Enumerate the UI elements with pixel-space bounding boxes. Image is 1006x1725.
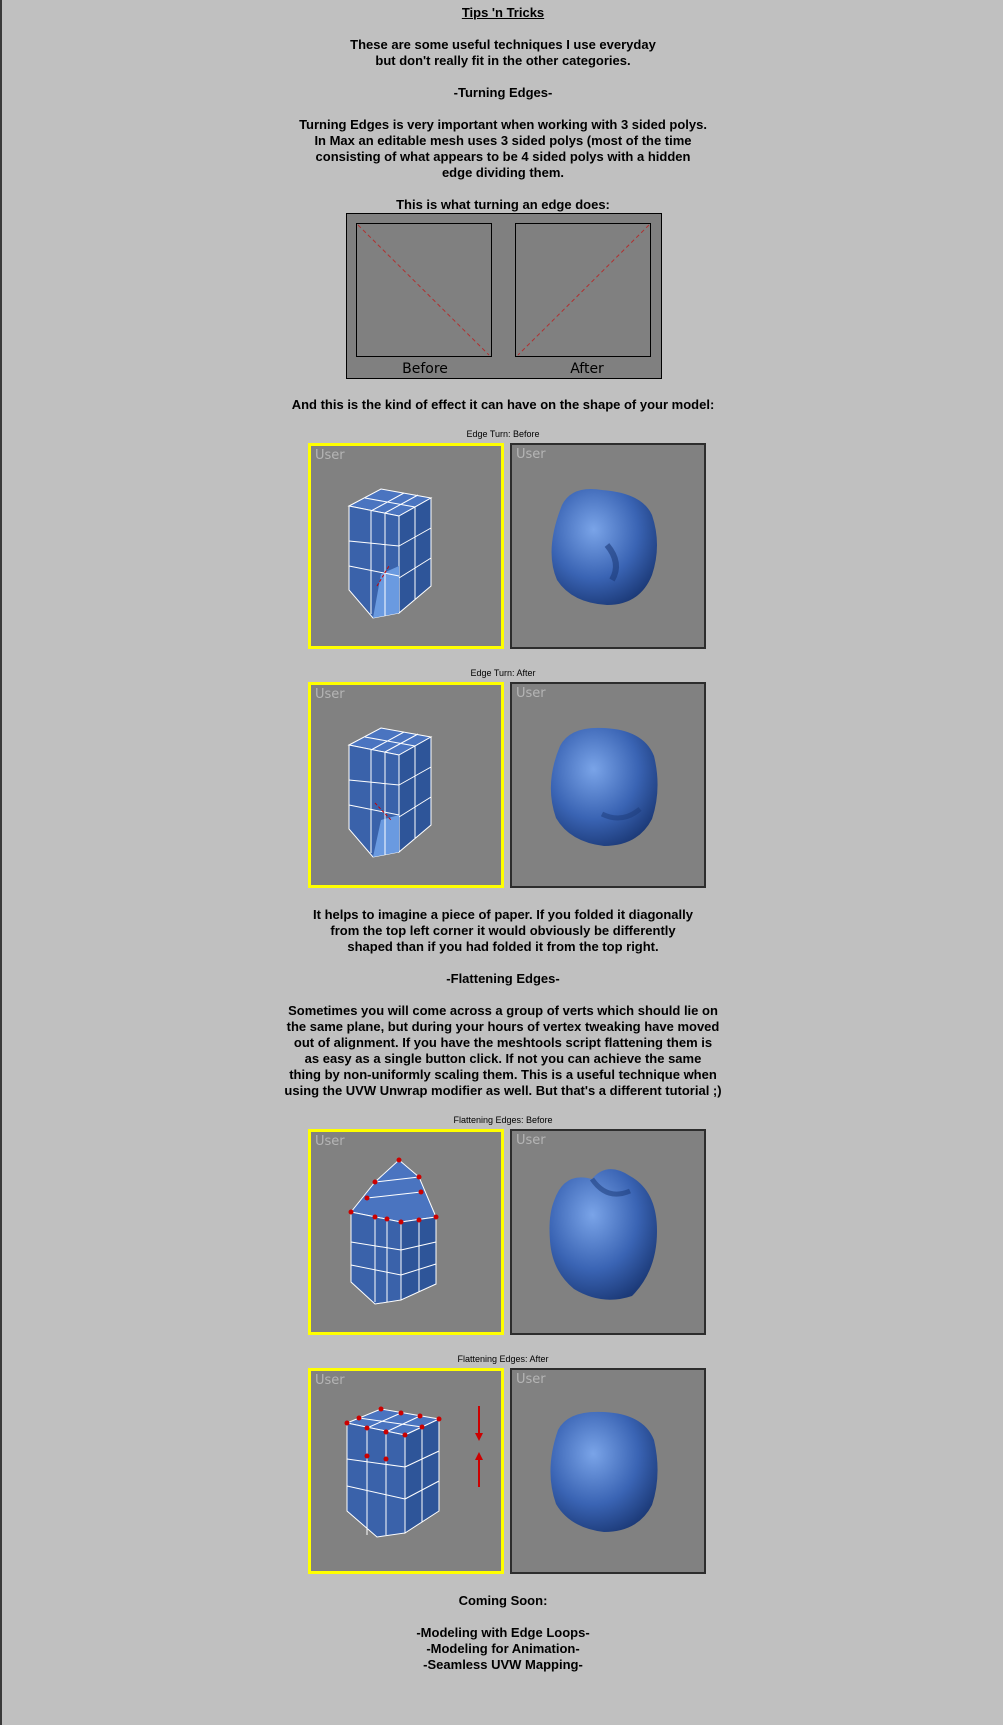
mesh-cube-vertices-image	[311, 1132, 501, 1332]
mesh-cube-image	[311, 446, 501, 646]
flattening-after-smooth-viewport	[510, 1368, 706, 1574]
smoothed-blob-image	[512, 1370, 704, 1572]
flattening-after-caption: Flattening Edges: After	[457, 1354, 549, 1364]
flattening-edges-heading: -Flattening Edges-	[446, 971, 560, 986]
flattening-edges-text: Sometimes you will come across a group of verts which should lie on the same plane, but during your hours of vertex tweaking have moved out of alignment. If you have the meshtools script flattening them is as easy as a single button click. If not you can achieve the same thing by non-uniformly scaling them. This is a useful technique when using the UVW Unwrap modifier as well. But that's a different tutorial ;)	[284, 1003, 722, 1098]
viewport-label: User	[516, 1372, 546, 1387]
edge-turn-before-smooth-viewport	[510, 443, 706, 649]
intro-text: These are some useful techniques I use everyday but don't really fit in the other categories.	[350, 37, 656, 68]
turning-edges-heading: -Turning Edges-	[453, 85, 553, 100]
flattening-after-mesh-viewport	[308, 1368, 504, 1574]
mesh-cube-vertices-image	[311, 1371, 501, 1571]
smoothed-blob-image	[512, 684, 704, 886]
mesh-cube-image	[311, 685, 501, 885]
edge-turn-before-caption: Edge Turn: Before	[466, 429, 540, 439]
upcoming-item: -Modeling for Animation-	[426, 1641, 580, 1656]
diagram-before-diagonal	[357, 224, 491, 356]
flattening-before-caption: Flattening Edges: Before	[453, 1115, 553, 1125]
edge-turn-after-caption: Edge Turn: After	[470, 668, 536, 678]
upcoming-item: -Modeling with Edge Loops-	[416, 1625, 590, 1640]
diagram-before-label: Before	[402, 361, 448, 377]
paper-analogy-text: It helps to imagine a piece of paper. If you folded it diagonally from the top left corner it would obviously be differently shaped than if you had folded it from the top right.	[313, 907, 693, 954]
page-title: Tips 'n Tricks	[461, 5, 545, 20]
smoothed-blob-image	[512, 445, 704, 647]
upcoming-item: -Seamless UVW Mapping-	[423, 1657, 583, 1672]
edge-turn-diagram	[346, 213, 662, 379]
coming-soon-heading: Coming Soon:	[458, 1593, 548, 1608]
diagram-after-square	[515, 223, 651, 357]
diagram-after-diagonal	[516, 224, 650, 356]
viewport-label: User	[516, 1133, 546, 1148]
viewport-label: User	[315, 1373, 345, 1388]
viewport-label: User	[315, 1134, 345, 1149]
viewport-label: User	[516, 447, 546, 462]
edge-turn-after-smooth-viewport	[510, 682, 706, 888]
smoothed-blob-image	[512, 1131, 704, 1333]
diagram-before-square	[356, 223, 492, 357]
edge-turn-after-mesh-viewport	[308, 682, 504, 888]
viewport-label: User	[315, 448, 345, 463]
flattening-before-smooth-viewport	[510, 1129, 706, 1335]
viewport-label: User	[315, 687, 345, 702]
page-left-border	[0, 0, 2, 1725]
diagram-after-label: After	[570, 361, 604, 377]
viewport-label: User	[516, 686, 546, 701]
turning-edges-caption: This is what turning an edge does:	[396, 197, 610, 212]
turning-edges-text: Turning Edges is very important when working with 3 sided polys. In Max an editable mesh uses 3 sided polys (most of the time consisting of what appears to be 4 sided polys with a hidden edge dividing them.	[299, 117, 707, 180]
effect-text: And this is the kind of effect it can have on the shape of your model:	[291, 397, 715, 412]
edge-turn-before-mesh-viewport	[308, 443, 504, 649]
flattening-before-mesh-viewport	[308, 1129, 504, 1335]
